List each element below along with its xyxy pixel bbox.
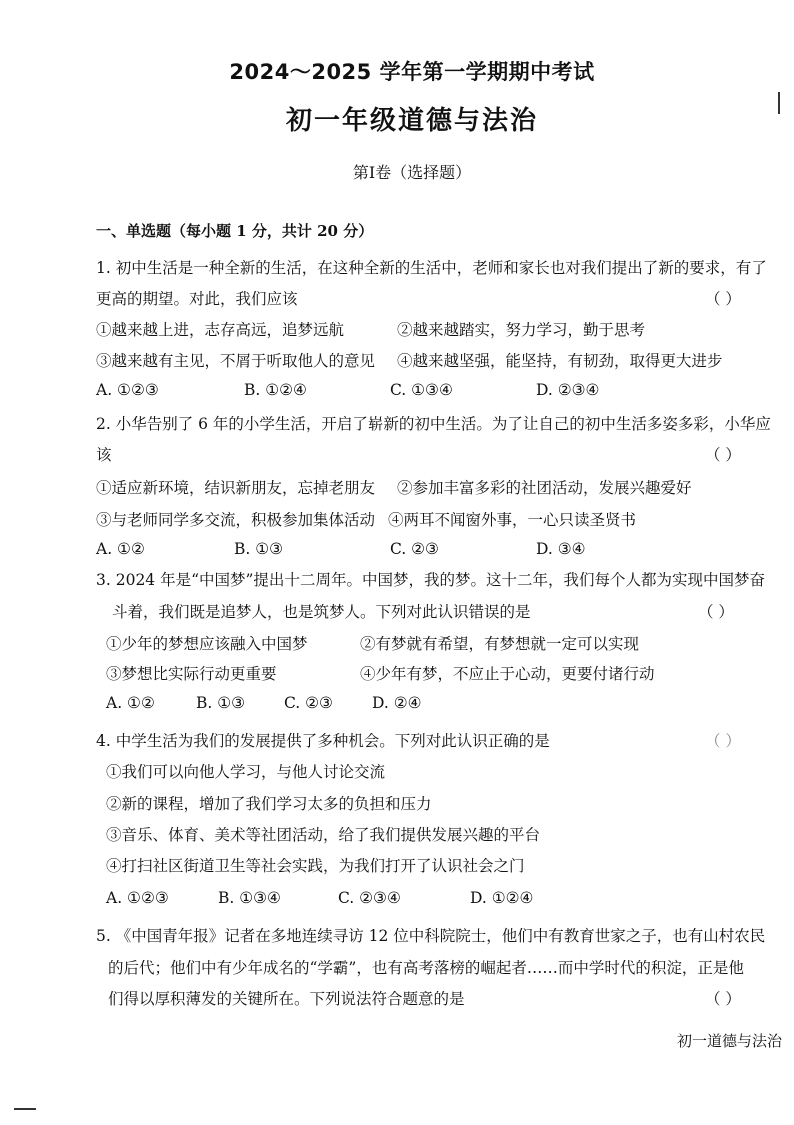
q2-item-3: ③与老师同学多交流，积极参加集体活动 [96, 511, 376, 529]
q2-item-4: ④两耳不闻窗外事，一心只读圣贤书 [388, 511, 637, 529]
q4-item-4: ④打扫社区街道卫生等社会实践，为我们打开了认识社会之门 [106, 857, 525, 875]
scan-mark-bottom [14, 1108, 36, 1110]
q3-answer-bracket: （ ） [698, 603, 734, 621]
q5-stem-line3: 们得以厚积薄发的关键所在。下列说法符合题意的是 [108, 990, 465, 1008]
q2-option-b: B. ①③ [234, 540, 284, 558]
q2-item-2: ②参加丰富多彩的社团活动，发展兴趣爱好 [397, 479, 692, 497]
section-heading: 一、单选题（每小题 1 分，共计 20 分） [96, 222, 374, 240]
q4-item-3: ③音乐、体育、美术等社团活动，给了我们提供发展兴趣的平台 [106, 826, 541, 844]
q3-option-a: A. ①② [106, 694, 155, 712]
q3-option-b: B. ①③ [196, 694, 246, 712]
q3-stem-line1: 3. 2024 年是“中国梦”提出十二周年。中国梦，我的梦。这十二年，我们每个人都为实现中国梦奋 [96, 571, 765, 589]
q3-option-c: C. ②③ [284, 694, 333, 712]
q2-stem-line1: 2. 小华告别了 6 年的小学生活，开启了崭新的初中生活。为了让自己的初中生活多姿多彩，小华应 [96, 415, 771, 433]
q4-option-b: B. ①③④ [218, 889, 281, 907]
q4-option-d: D. ①②④ [470, 889, 534, 907]
q1-item-4: ④越来越坚强，能坚持，有韧劲，取得更大进步 [397, 352, 723, 370]
volume-title: 第Ⅰ卷（选择题） [352, 163, 472, 182]
q3-stem-line2: 斗着，我们既是追梦人，也是筑梦人。下列对此认识错误的是 [112, 603, 531, 621]
q1-option-d: D. ②③④ [536, 381, 600, 399]
q1-stem-line1: 1. 初中生活是一种全新的生活，在这种全新的生活中，老师和家长也对我们提出了新的要求，有了 [96, 259, 767, 277]
q3-item-3: ③梦想比实际行动更重要 [106, 665, 277, 683]
q1-item-3: ③越来越有主见，不屑于听取他人的意见 [96, 352, 376, 370]
q4-stem: 4. 中学生活为我们的发展提供了多种机会。下列对此认识正确的是 [96, 732, 550, 750]
q1-answer-bracket: （ ） [705, 290, 741, 308]
q3-item-4: ④少年有梦，不应止于心动，更要付诸行动 [360, 665, 655, 683]
q2-stem-line2: 该 [96, 446, 112, 464]
q2-option-c: C. ②③ [390, 540, 439, 558]
q2-item-1: ①适应新环境，结识新朋友，忘掉老朋友 [96, 479, 376, 497]
q4-option-a: A. ①②③ [106, 889, 169, 907]
page-footer: 初一道德与法治 [676, 1032, 782, 1050]
q2-option-a: A. ①② [96, 540, 145, 558]
q5-stem-line2: 的后代；他们中有少年成名的“学霸”，也有高考落榜的崛起者……而中学时代的积淀，正是他 [108, 959, 744, 977]
q3-option-d: D. ②④ [372, 694, 422, 712]
q1-option-a: A. ①②③ [96, 381, 159, 399]
q4-answer-bracket: （ ） [705, 732, 741, 750]
q3-item-1: ①少年的梦想应该融入中国梦 [106, 635, 308, 653]
q3-item-2: ②有梦就有希望，有梦想就一定可以实现 [360, 635, 640, 653]
q1-option-b: B. ①②④ [244, 381, 307, 399]
q4-item-1: ①我们可以向他人学习，与他人讨论交流 [106, 763, 386, 781]
q1-option-c: C. ①③④ [390, 381, 453, 399]
q4-item-2: ②新的课程，增加了我们学习太多的负担和压力 [106, 795, 432, 813]
q5-stem-line1: 5. 《中国青年报》记者在多地连续寻访 12 位中科院院士，他们中有教育世家之子，也有山村农民 [96, 927, 766, 945]
q1-item-1: ①越来越上进，志存高远，追梦远航 [96, 321, 345, 339]
q5-answer-bracket: （ ） [705, 990, 741, 1008]
exam-title: 2024～2025 学年第一学期期中考试 [229, 60, 595, 84]
q1-item-2: ②越来越踏实，努力学习，勤于思考 [397, 321, 646, 339]
q1-stem-line2: 更高的期望。对此，我们应该 [96, 290, 298, 308]
q2-answer-bracket: （ ） [705, 446, 741, 464]
scan-mark-right [778, 92, 780, 114]
q4-option-c: C. ②③④ [338, 889, 401, 907]
q2-option-d: D. ③④ [536, 540, 586, 558]
subject-title: 初一年级道德与法治 [285, 106, 538, 136]
